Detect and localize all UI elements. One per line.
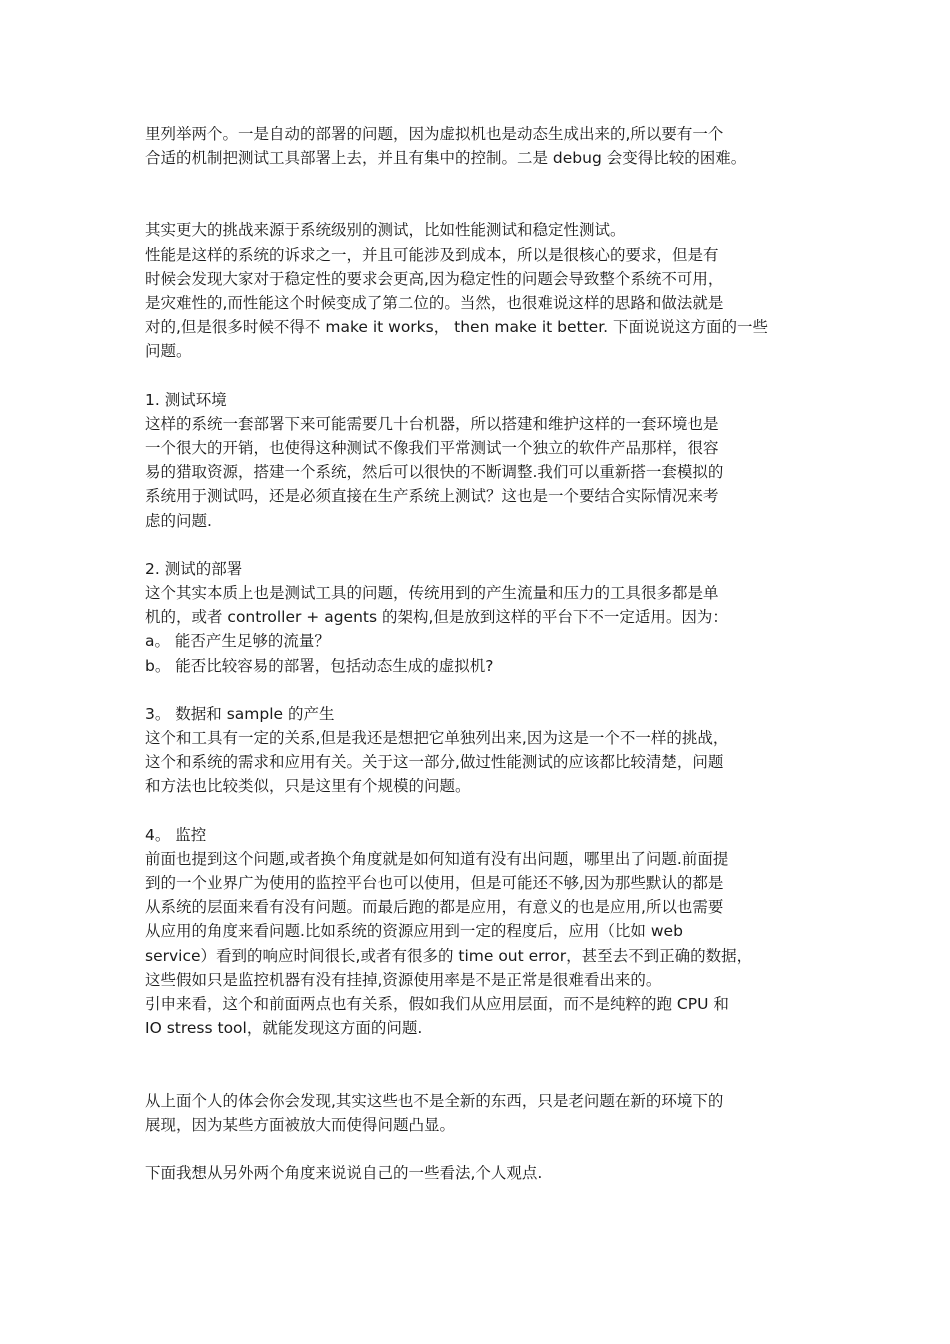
section-monitoring: [145, 823, 810, 1041]
text-line: 从上面个人的体会你会发现,其实这些也不是全新的东西，只是老问题在新的环境下的: [145, 1091, 724, 1110]
document-body: [145, 122, 810, 1185]
text-line: 从应用的角度来看问题.比如系统的资源应用到一定的程度后，应用（比如 web: [145, 922, 683, 941]
text-line: 性能是这样的系统的诉求之一，并且可能涉及到成本，所以是很核心的要求，但是有: [145, 245, 719, 264]
text-line: 这个和工具有一定的关系,但是我还是想把它单独列出来,因为这是一个不一样的挑战，: [145, 729, 729, 748]
text-line: 机的，或者 controller + agents 的架构,但是放到这样的平台下不一定适用。因为：: [145, 608, 728, 627]
text-line: 下面我想从另外两个角度来说说自己的一些看法,个人观点.: [145, 1163, 543, 1182]
text-line: 这个和系统的需求和应用有关。关于这一部分,做过性能测试的应该都比较清楚，问题: [145, 753, 724, 772]
section-heading: 1. 测试环境: [145, 390, 227, 409]
paragraph-outlook: [145, 1161, 810, 1185]
text-line: 这样的系统一套部署下来可能需要几十台机器，所以搭建和维护这样的一套环境也是: [145, 414, 719, 433]
list-item: a。 能否产生足够的流量？: [145, 632, 330, 651]
paragraph-spacer: [145, 799, 810, 823]
text-line: 引申来看，这个和前面两点也有关系，假如我们从应用层面，而不是纯粹的跑 CPU 和: [145, 995, 729, 1014]
section-test-environment: [145, 388, 810, 533]
text-line: 问题。: [145, 342, 192, 361]
section-heading: 4。 监控: [145, 825, 207, 844]
paragraph-spacer: [145, 170, 810, 218]
text-line: 是灾难性的,而性能这个时候变成了第二位的。当然，也很难说这样的思路和做法就是: [145, 294, 724, 313]
section-data-and-samples: [145, 702, 810, 799]
text-line: 其实更大的挑战来源于系统级别的测试，比如性能测试和稳定性测试。: [145, 221, 626, 240]
text-line: 易的猎取资源，搭建一个系统，然后可以很快的不断调整.我们可以重新搭一套模拟的: [145, 463, 724, 482]
paragraph-spacer: [145, 678, 810, 702]
paragraph-spacer: [145, 533, 810, 557]
paragraph-spacer: [145, 1041, 810, 1089]
list-item: b。 能否比较容易的部署，包括动态生成的虚拟机?: [145, 656, 494, 675]
text-line: 从系统的层面来看有没有问题。而最后跑的都是应用，有意义的也是应用,所以也需要: [145, 898, 724, 917]
section-heading: 2. 测试的部署: [145, 559, 243, 578]
paragraph-spacer: [145, 1137, 810, 1161]
text-line: IO stress tool，就能发现这方面的问题.: [145, 1019, 423, 1038]
text-line: service）看到的响应时间很长,或者有很多的 time out error，甚至去不到正确的数据，: [145, 946, 753, 965]
text-line: 时候会发现大家对于稳定性的要求会更高,因为稳定性的问题会导致整个系统不可用，: [145, 269, 724, 288]
text-line: 系统用于测试吗，还是必须直接在生产系统上测试？这也是一个要结合实际情况来考: [145, 487, 719, 506]
paragraph-system-level-testing: [145, 218, 810, 363]
text-line: 虑的问题.: [145, 511, 212, 530]
text-line: 展现，因为某些方面被放大而使得问题凸显。: [145, 1115, 456, 1134]
paragraph-deployment-debug: [145, 122, 810, 170]
text-line: 合适的机制把测试工具部署上去，并且有集中的控制。二是 debug 会变得比较的困难。: [145, 149, 747, 168]
paragraph-summary: [145, 1089, 810, 1137]
text-line: 到的一个业界广为使用的监控平台也可以使用，但是可能还不够,因为那些默认的都是: [145, 874, 724, 893]
text-line: 这些假如只是监控机器有没有挂掉,资源使用率是不是正常是很难看出来的。: [145, 970, 662, 989]
text-line: 一个很大的开销，也使得这种测试不像我们平常测试一个独立的软件产品那样，很容: [145, 439, 719, 458]
paragraph-spacer: [145, 364, 810, 388]
text-line: 前面也提到这个问题,或者换个角度就是如何知道有没有出问题，哪里出了问题.前面提: [145, 849, 729, 868]
section-heading: 3。 数据和 sample 的产生: [145, 704, 335, 723]
text-line: 对的,但是很多时候不得不 make it works， then make it better. 下面说说这方面的一些: [145, 318, 769, 337]
text-line: 和方法也比较类似，只是这里有个规模的问题。: [145, 777, 471, 796]
text-line: 这个其实本质上也是测试工具的问题，传统用到的产生流量和压力的工具很多都是单: [145, 584, 719, 603]
text-line: 里列举两个。一是自动的部署的问题，因为虚拟机也是动态生成出来的,所以要有一个: [145, 125, 724, 143]
section-test-deployment: [145, 557, 810, 678]
